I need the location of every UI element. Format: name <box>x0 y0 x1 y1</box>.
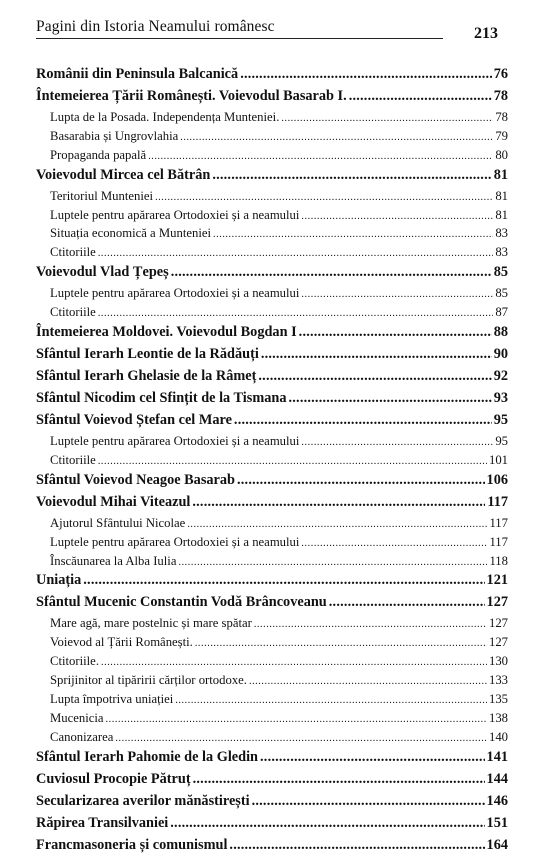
dot-leader <box>115 730 487 745</box>
toc-entry-title: Teritoriul Munteniei <box>50 188 154 203</box>
toc-section-entry <box>36 453 508 472</box>
toc-chapter-entry <box>36 390 508 412</box>
toc-section-entry <box>36 692 508 711</box>
toc-entry-page: 141 <box>486 748 508 765</box>
dot-leader <box>349 88 492 105</box>
toc-entry-page: 138 <box>488 710 508 725</box>
toc-section-entry <box>36 434 508 453</box>
toc-entry-title: Ctitoriile <box>50 245 96 260</box>
toc-entry-title: Lupta împotriva uniației <box>50 692 174 707</box>
dot-leader <box>237 472 485 489</box>
toc-section-entry <box>36 110 508 129</box>
toc-entry-title: Răpirea Transilvaniei <box>36 814 169 831</box>
toc-entry-title: Sfântul Nicodim cel Sfințit de la Tismana <box>36 390 287 407</box>
dot-leader <box>106 711 487 726</box>
toc-entry-page: 118 <box>489 553 508 568</box>
toc-entry-title: Lupta de la Posada. Independența Munteniei. <box>50 110 280 124</box>
toc-entry-page: 106 <box>486 471 508 488</box>
toc-section-entry <box>36 305 508 324</box>
toc-entry-title: Ctitoriile <box>50 305 96 320</box>
toc-entry-page: 146 <box>486 792 508 809</box>
dot-leader <box>260 749 485 766</box>
toc-chapter-entry <box>36 167 508 189</box>
toc-entry-title: Sprijinitor al tipăririi cărților ortodoxe. <box>50 673 247 688</box>
toc-section-entry <box>36 516 508 535</box>
toc-section-entry <box>36 245 508 264</box>
toc-entry-title: Voievod al Țării Românești. <box>50 635 193 650</box>
toc-entry-page: 79 <box>495 128 508 143</box>
dot-leader <box>192 494 485 511</box>
dot-leader <box>254 616 487 631</box>
toc-entry-page: 117 <box>487 493 508 510</box>
toc-section-entry <box>36 616 508 635</box>
toc-chapter-entry <box>36 66 508 88</box>
toc-entry-page: 144 <box>486 770 508 787</box>
toc-entry-page: 133 <box>488 673 508 688</box>
toc-section-entry <box>36 711 508 730</box>
toc-entry-title: Sfântul Ierarh Leontie de la Rădăuți <box>36 346 259 363</box>
toc-entry-page: 85 <box>493 264 508 281</box>
table-of-contents <box>36 66 508 859</box>
toc-chapter-entry <box>36 264 508 286</box>
toc-section-entry <box>36 730 508 749</box>
dot-leader <box>98 245 493 260</box>
toc-entry-title: Cuviosul Procopie Pătruț <box>36 770 191 787</box>
toc-entry-page: 95 <box>495 434 508 449</box>
running-header-title: Pagini din Istoria Neamului românesc <box>36 18 275 35</box>
toc-entry-page: 81 <box>493 166 508 183</box>
toc-entry-page: 92 <box>493 368 508 385</box>
toc-entry-page: 85 <box>495 286 508 301</box>
toc-chapter-entry <box>36 594 508 616</box>
dot-leader <box>180 129 493 144</box>
dot-leader <box>258 368 491 385</box>
toc-entry-page: 93 <box>493 390 508 407</box>
toc-entry-title: Voievodul Mircea cel Bătrân <box>36 166 211 183</box>
toc-entry-title: Întemeierea Moldovei. Voievodul Bogdan I <box>36 324 297 341</box>
toc-entry-title: Secularizarea averilor mănăstirești <box>36 792 250 809</box>
dot-leader <box>299 324 492 341</box>
dot-leader <box>261 346 492 363</box>
toc-chapter-entry <box>36 749 508 771</box>
header-rule <box>36 38 443 39</box>
toc-entry-title: Ctitoriile <box>50 452 96 467</box>
toc-entry-page: 164 <box>486 836 508 853</box>
toc-entry-title: Situația economică a Munteniei <box>50 226 212 241</box>
toc-chapter-entry <box>36 346 508 368</box>
toc-entry-page: 121 <box>486 572 508 589</box>
toc-chapter-entry <box>36 494 508 516</box>
toc-chapter-entry <box>36 324 508 346</box>
dot-leader <box>252 793 485 810</box>
toc-entry-page: 76 <box>493 66 508 82</box>
toc-entry-page: 101 <box>488 452 508 467</box>
dot-leader <box>175 692 487 707</box>
toc-entry-title: Mucenicia <box>50 710 104 725</box>
toc-entry-page: 95 <box>493 412 508 429</box>
toc-entry-page: 81 <box>495 207 508 222</box>
toc-section-entry <box>36 535 508 554</box>
toc-entry-page: 127 <box>488 616 508 631</box>
toc-entry-page: 83 <box>495 226 508 241</box>
toc-entry-page: 78 <box>493 88 508 104</box>
toc-entry-title: Mare agă, mare postelnic și mare spătar <box>50 616 252 631</box>
toc-entry-page: 117 <box>489 515 508 530</box>
dot-leader <box>101 654 487 669</box>
toc-entry-page: 80 <box>495 147 508 162</box>
dot-leader <box>213 226 493 241</box>
toc-section-entry <box>36 286 508 305</box>
toc-section-entry <box>36 635 508 654</box>
toc-section-entry <box>36 129 508 148</box>
toc-chapter-entry <box>36 572 508 594</box>
toc-entry-title: Sfântul Ierarh Pahomie de la Gledin <box>36 748 259 765</box>
toc-entry-page: 88 <box>493 324 508 341</box>
toc-entry-title: Ajutorul Sfântului Nicolae <box>50 515 186 530</box>
dot-leader <box>178 554 487 569</box>
toc-chapter-entry <box>36 793 508 815</box>
toc-entry-title: Luptele pentru apărarea Ortodoxiei și a neamului <box>50 286 300 301</box>
toc-chapter-entry <box>36 837 508 859</box>
dot-leader <box>289 390 492 407</box>
toc-entry-title: Basarabia și Ungrovlahia <box>50 128 179 143</box>
toc-section-entry <box>36 148 508 167</box>
toc-entry-page: 130 <box>488 654 508 669</box>
toc-entry-page: 81 <box>495 188 508 203</box>
toc-entry-title: Înscăunarea la Alba Iulia <box>50 553 177 568</box>
toc-entry-page: 83 <box>495 245 508 260</box>
dot-leader <box>249 673 487 688</box>
toc-entry-title: Luptele pentru apărarea Ortodoxiei și a neamului <box>50 207 300 222</box>
toc-chapter-entry <box>36 412 508 434</box>
toc-section-entry <box>36 189 508 208</box>
dot-leader <box>301 208 493 223</box>
dot-leader <box>193 771 485 788</box>
toc-entry-title: Românii din Peninsula Balcanică <box>36 66 239 82</box>
toc-entry-title: Canonizarea <box>50 729 114 744</box>
dot-leader <box>234 412 492 429</box>
dot-leader <box>212 167 491 184</box>
dot-leader <box>148 148 493 163</box>
toc-entry-title: Întemeierea Țării Românești. Voievodul Basarab I. <box>36 88 347 104</box>
page-header <box>36 18 498 44</box>
toc-entry-page: 117 <box>489 534 508 549</box>
dot-leader <box>98 453 487 468</box>
toc-chapter-entry <box>36 472 508 494</box>
dot-leader <box>195 635 487 650</box>
dot-leader <box>83 572 484 589</box>
dot-leader <box>329 594 485 611</box>
toc-entry-title: Luptele pentru apărarea Ortodoxiei și a neamului <box>50 534 300 549</box>
toc-entry-page: 140 <box>488 729 508 744</box>
toc-entry-page: 135 <box>488 692 508 707</box>
toc-entry-title: Ctitoriile. <box>50 654 99 669</box>
toc-entry-title: Voievodul Vlad Țepeș <box>36 264 169 281</box>
dot-leader <box>171 264 492 281</box>
dot-leader <box>301 434 493 449</box>
toc-entry-title: Sfântul Voievod Ștefan cel Mare <box>36 412 232 429</box>
dot-leader <box>301 286 493 301</box>
toc-section-entry <box>36 673 508 692</box>
toc-section-entry <box>36 208 508 227</box>
dot-leader <box>229 837 484 854</box>
dot-leader <box>155 189 493 204</box>
toc-entry-page: 127 <box>486 594 508 611</box>
toc-section-entry <box>36 554 508 573</box>
toc-entry-title: Propaganda papală <box>50 147 147 162</box>
toc-entry-title: Francmasoneria și comunismul <box>36 836 228 853</box>
toc-entry-title: Uniația <box>36 572 82 589</box>
toc-entry-title: Sfântul Ierarh Ghelasie de la Râmeț <box>36 368 257 385</box>
toc-section-entry <box>36 226 508 245</box>
toc-entry-page: 127 <box>488 635 508 650</box>
toc-entry-page: 90 <box>493 346 508 363</box>
dot-leader <box>98 305 493 320</box>
toc-entry-title: Voievodul Mihai Viteazul <box>36 493 191 510</box>
toc-chapter-entry <box>36 88 508 110</box>
dot-leader <box>170 815 484 832</box>
dot-leader <box>301 535 487 550</box>
toc-chapter-entry <box>36 815 508 837</box>
toc-chapter-entry <box>36 368 508 390</box>
toc-entry-page: 78 <box>495 110 508 124</box>
toc-entry-page: 151 <box>486 814 508 831</box>
dot-leader <box>281 110 493 125</box>
page-number: 213 <box>474 25 498 42</box>
toc-entry-title: Luptele pentru apărarea Ortodoxiei și a neamului <box>50 434 300 449</box>
dot-leader <box>240 66 492 83</box>
toc-entry-page: 87 <box>495 305 508 320</box>
toc-entry-title: Sfântul Mucenic Constantin Vodă Brâncoveanu <box>36 594 327 611</box>
dot-leader <box>187 516 487 531</box>
toc-section-entry <box>36 654 508 673</box>
toc-entry-title: Sfântul Voievod Neagoe Basarab <box>36 471 235 488</box>
toc-chapter-entry <box>36 771 508 793</box>
